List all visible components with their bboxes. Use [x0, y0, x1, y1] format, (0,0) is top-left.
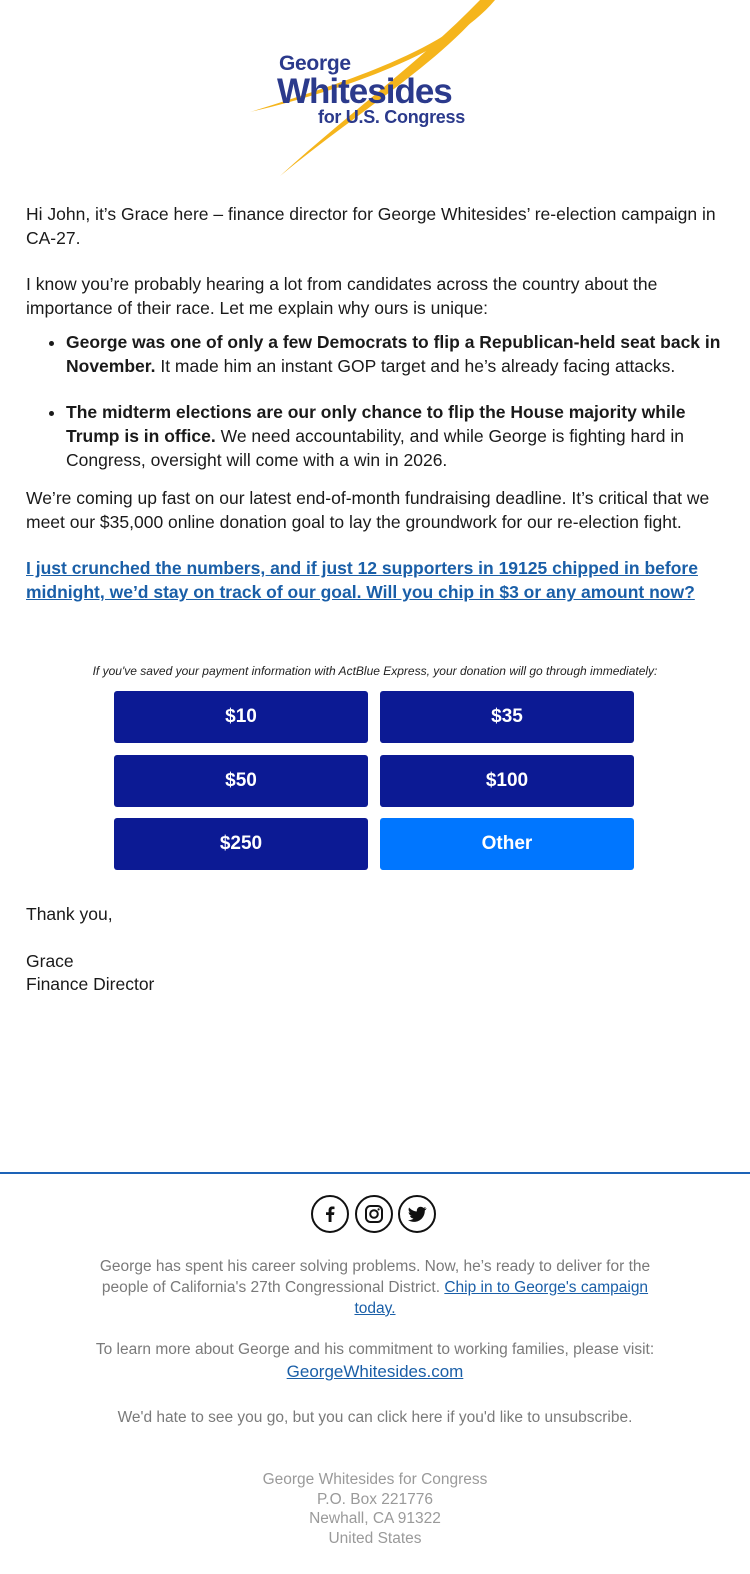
logo-line-1: George	[279, 52, 351, 75]
list-item	[66, 330, 726, 378]
signoff	[26, 903, 154, 996]
footer-learn-text: To learn more about George and his commitment to working families, please visit:	[95, 1341, 655, 1358]
footer-donate-link[interactable]: Chip in to George's campaign today.	[354, 1279, 649, 1317]
list-item	[66, 400, 726, 472]
mailing-address	[0, 1470, 750, 1548]
logo-line-3: for U.S. Congress	[318, 107, 465, 127]
footer-about-text: George has spent his career solving problems. Now, he’s ready to deliver for the people of California's 27th Congressional District.	[99, 1258, 651, 1296]
address-line: Newhall, CA 91322	[309, 1510, 441, 1527]
address-line: George Whitesides for Congress	[262, 1471, 488, 1488]
facebook-icon[interactable]	[311, 1195, 349, 1233]
donate-ask-link[interactable]: I just crunched the numbers, and if just 12 supporters in 19125 chipped in before midnight, we’d stay on track of our goal. Will you chip in $3 or any amount now?	[26, 558, 698, 602]
donate-50-button[interactable]: $50	[114, 755, 368, 807]
campaign-logo	[240, 0, 510, 180]
website-link[interactable]: GeorgeWhitesides.com	[286, 1362, 464, 1381]
donate-10-button[interactable]: $10	[114, 691, 368, 743]
bullet-bold-text: George was one of only a few Democrats to flip a Republican-held seat back in November.	[66, 332, 721, 376]
bullet-text: We need accountability, and while George is fighting hard in Congress, oversight will come with a win in 2026.	[66, 426, 684, 470]
instagram-icon[interactable]	[355, 1195, 393, 1233]
address-line: P.O. Box 221776	[316, 1490, 434, 1508]
twitter-icon[interactable]	[398, 1195, 436, 1233]
donate-other-button[interactable]: Other	[380, 818, 634, 870]
signer-title: Finance Director	[26, 974, 155, 994]
signer-name: Grace	[26, 951, 74, 971]
email-body	[26, 202, 726, 604]
thanks-text: Thank you,	[26, 904, 113, 924]
unsubscribe-text[interactable]: We'd hate to see you go, but you can click here if you'd like to unsubscribe.	[117, 1409, 633, 1426]
footer-about	[80, 1256, 670, 1319]
actblue-express-note: If you've saved your payment information with ActBlue Express, your donation will go through immediately:	[92, 664, 658, 678]
bullet-bold-text: The midterm elections are our only chance to flip the House majority while Trump is in office.	[66, 402, 686, 446]
donate-250-button[interactable]: $250	[114, 818, 368, 870]
footer-divider	[0, 1172, 750, 1174]
deadline-paragraph: We’re coming up fast on our latest end-of-month fundraising deadline. It’s critical that we meet our $35,000 online donation goal to lay the groundwork for our re-election fight.	[26, 488, 710, 532]
intro-paragraph: I know you’re probably hearing a lot from candidates across the country about the importance of their race. Let me explain why ours is unique:	[26, 274, 658, 318]
logo-line-2: Whitesides	[277, 72, 452, 111]
greeting-paragraph: Hi John, it’s Grace here – finance director for George Whitesides’ re-election campaign in CA-27.	[26, 204, 716, 248]
bullet-text: It made him an instant GOP target and he’s already facing attacks.	[155, 356, 676, 376]
address-line: United States	[328, 1529, 422, 1547]
donate-35-button[interactable]: $35	[380, 691, 634, 743]
footer-learn	[80, 1339, 670, 1384]
reasons-list	[26, 330, 726, 472]
donate-100-button[interactable]: $100	[380, 755, 634, 807]
